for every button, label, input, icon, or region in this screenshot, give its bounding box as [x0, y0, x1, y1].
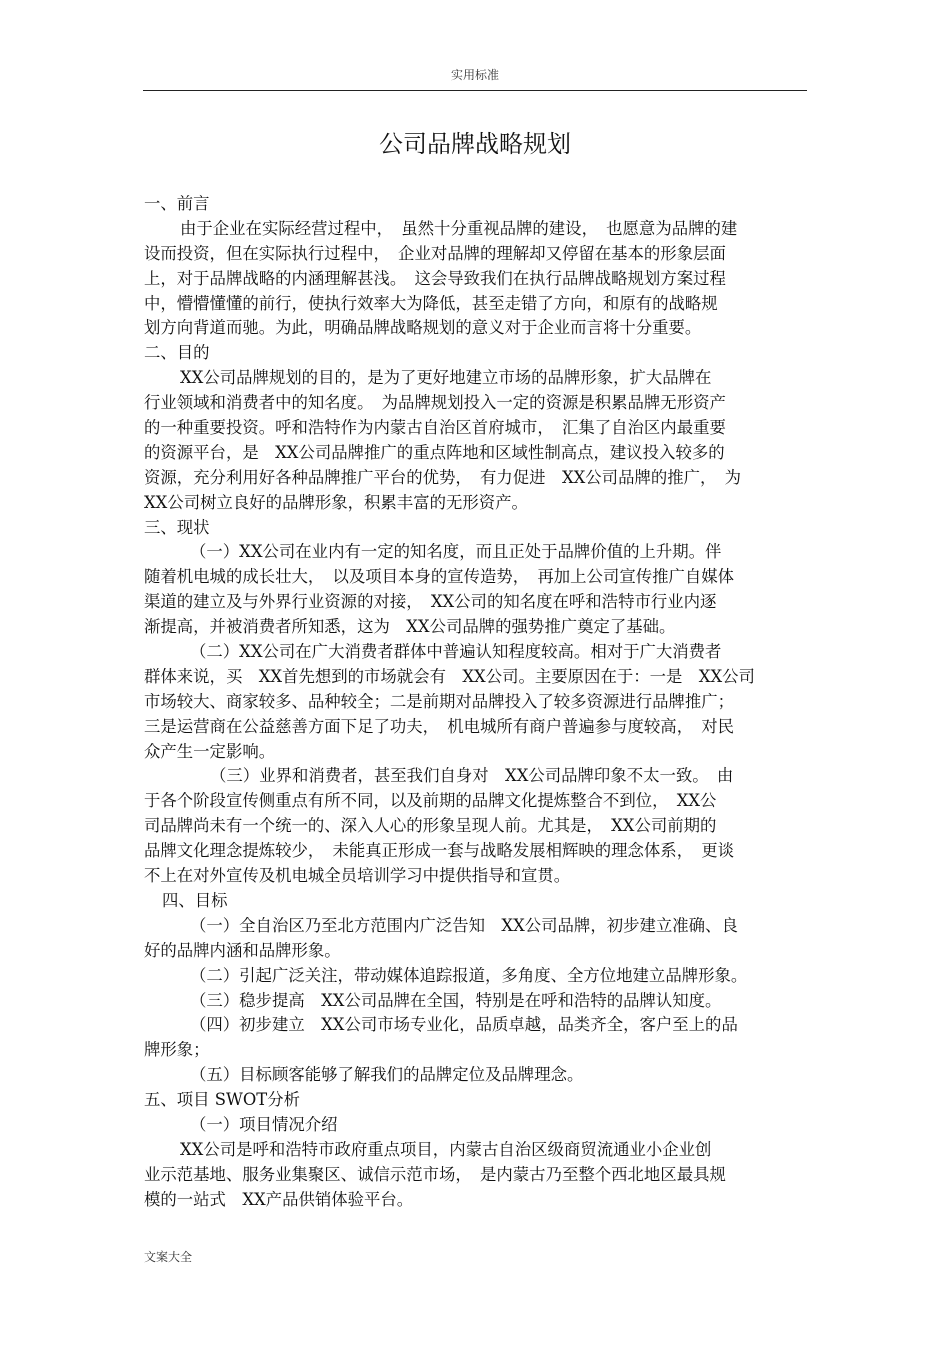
text-line: 群体来说，买 XX首先想到的市场就会有 XX公司。主要原因在于：一是 XX公司: [144, 666, 755, 686]
text-line: 划方向背道而驰。为此，明确品牌战略规划的意义对于企业而言将十分重要。: [144, 318, 702, 338]
text-line: （一）项目情况介绍: [190, 1114, 338, 1134]
text-line: 三是运营商在公益慈善方面下足了功夫， 机电城所有商户普遍参与度较高， 对民: [144, 716, 735, 736]
text-line: 设而投资，但在实际执行过程中， 企业对品牌的理解却又停留在基本的形象层面: [144, 243, 726, 263]
text-line: 四、目标: [162, 890, 228, 910]
document-title: 公司品牌战略规划: [379, 130, 571, 158]
text-line: 好的品牌内涵和品牌形象。: [144, 940, 341, 960]
text-line: 业示范基地、服务业集聚区、诚信示范市场， 是内蒙古乃至整个西北地区最具规: [144, 1164, 726, 1184]
text-line: 资源，充分利用好各种品牌推广平台的优势， 有力促进 XX公司品牌的推广， 为: [144, 467, 741, 487]
text-line: （二）引起广泛关注，带动媒体追踪报道，多角度、全方位地建立品牌形象。: [190, 965, 748, 985]
text-line: XX公司是呼和浩特市政府重点项目，内蒙古自治区级商贸流通业小企业创: [180, 1139, 712, 1159]
text-line: 随着机电城的成长壮大， 以及项目本身的宣传造势， 再加上公司宣传推广自媒体: [144, 567, 735, 587]
text-line: 的一种重要投资。呼和浩特作为内蒙古自治区首府城市， 汇集了自治区内最重要: [144, 418, 726, 438]
text-line: 五、项目 SWOT分析: [144, 1090, 300, 1110]
text-line: （一）XX公司在业内有一定的知名度，而且正处于品牌价值的上升期。伴: [190, 542, 722, 562]
text-line: 众产生一定影响。: [144, 741, 276, 761]
text-line: 不上在对外宣传及机电城全员培训学习中提供指导和宣贯。: [144, 866, 571, 886]
text-line: 上，对于品牌战略的内涵理解甚浅。 这会导致我们在执行品牌战略规划方案过程: [144, 268, 726, 288]
text-line: XX公司树立良好的品牌形象，积累丰富的无形资产。: [144, 492, 528, 512]
text-line: 市场较大、商家较多、品种较全；二是前期对品牌投入了较多资源进行品牌推广；: [144, 691, 735, 711]
text-line: 模的一站式 XX产品供销体验平台。: [144, 1189, 414, 1209]
text-line: 的资源平台，是 XX公司品牌推广的重点阵地和区域性制高点，建议投入较多的: [144, 442, 725, 462]
text-line: （三）业界和消费者，甚至我们自身对 XX公司品牌印象不太一致。 由: [210, 766, 734, 786]
text-line: 于各个阶段宣传侧重点有所不同，以及前期的品牌文化提炼整合不到位， XX公: [144, 791, 717, 811]
text-line: 渠道的建立及与外界行业资源的对接， XX公司的知名度在呼和浩特市行业内逐: [144, 592, 717, 612]
text-line: 中，懵懵懂懂的前行，使执行效率大为降低，甚至走错了方向，和原有的战略规: [144, 293, 718, 313]
text-line: 三、现状: [144, 517, 210, 537]
text-line: 行业领域和消费者中的知名度。 为品牌规划投入一定的资源是积累品牌无形资产: [144, 393, 726, 413]
text-line: XX公司品牌规划的目的，是为了更好地建立市场的品牌形象，扩大品牌在: [180, 368, 712, 388]
text-line: （三）稳步提高 XX公司品牌在全国，特别是在呼和浩特的品牌认知度。: [190, 990, 722, 1010]
text-line: （二）XX公司在广大消费者群体中普遍认知程度较高。相对于广大消费者: [190, 642, 722, 662]
page-footer: 文案大全: [144, 1250, 193, 1264]
text-line: （五）目标顾客能够了解我们的品牌定位及品牌理念。: [190, 1065, 584, 1085]
text-line: 渐提高，并被消费者所知悉，这为 XX公司品牌的强势推广奠定了基础。: [144, 617, 676, 637]
text-line: 二、目的: [144, 343, 210, 363]
text-line: （一）全自治区乃至北方范围内广泛告知 XX公司品牌，初步建立准确、良: [190, 915, 738, 935]
text-line: 一、前言: [144, 194, 210, 213]
text-line: 由于企业在实际经营过程中， 虽然十分重视品牌的建设， 也愿意为品牌的建: [180, 218, 738, 238]
page-header: 实用标准: [450, 68, 499, 82]
document-body: [144, 192, 810, 1213]
text-line: 品牌文化理念提炼较少， 未能真正形成一套与战略发展相辉映的理念体系， 更谈: [144, 841, 735, 861]
text-line: 司品牌尚未有一个统一的、深入人心的形象呈现人前。尤其是， XX公司前期的: [144, 816, 717, 836]
header-divider: [143, 90, 807, 91]
text-line: （四）初步建立 XX公司市场专业化，品质卓越，品类齐全，客户至上的品: [190, 1015, 738, 1035]
text-line: 牌形象；: [144, 1040, 210, 1060]
